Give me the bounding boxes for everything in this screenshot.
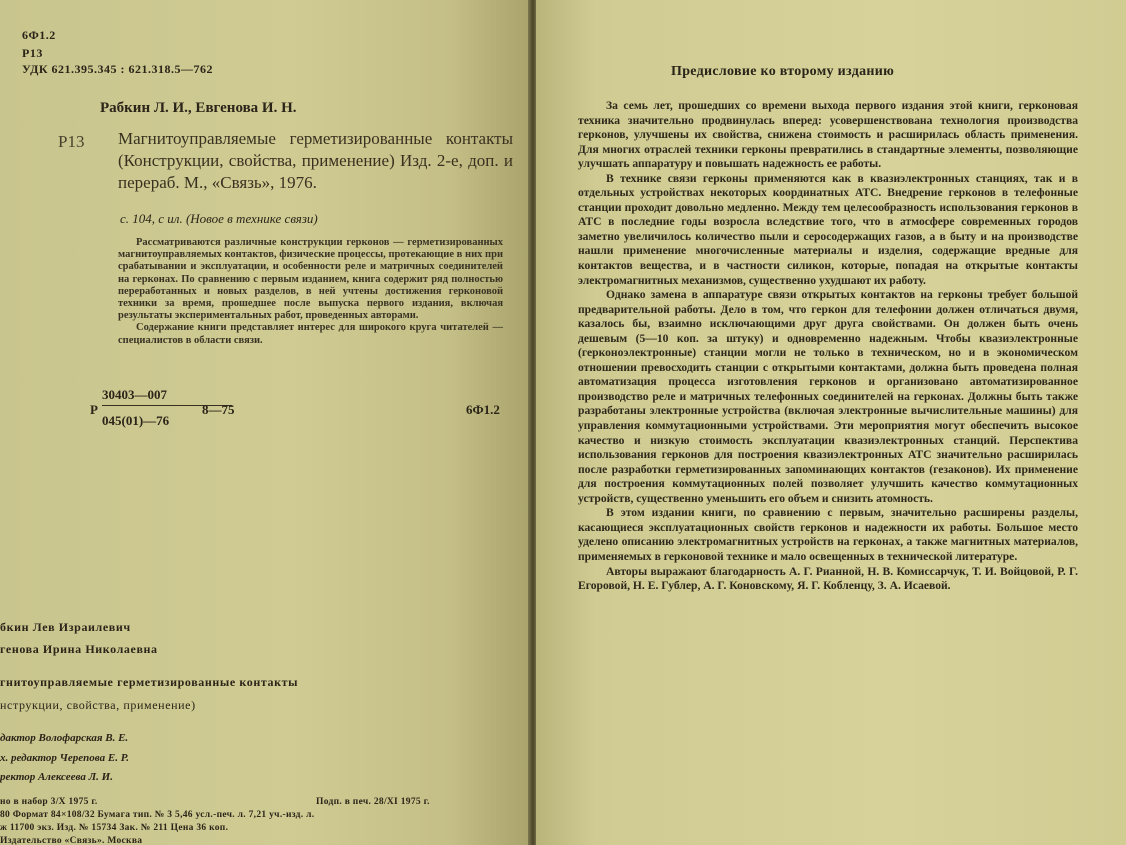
fraction-bar — [102, 405, 182, 406]
imprint-typeset-date: но в набор 3/X 1975 г. — [0, 797, 98, 807]
imprint-order: ж 11700 экз. Изд. № 15734 Зак. № 211 Цена 36 коп. — [0, 823, 229, 833]
imprint-subtitle: нструкции, свойства, применение) — [0, 698, 196, 712]
bbk-denominator: 045(01)—76 — [102, 413, 170, 428]
imprint-title: гнитоуправляемые герметизированные контакты — [0, 675, 299, 689]
preface-body — [578, 99, 1078, 594]
imprint-editor: дактор Волофарская В. Е. — [0, 732, 129, 744]
annotation-paragraph: Содержание книги представляет интерес для широкого круга читателей — специалистов в области связи. — [118, 322, 503, 346]
bbk-prefix: Р — [90, 402, 98, 417]
book-title-entry: Магнитоуправляемые герметизированные контакты (Конструкции, свойства, применение) Изд. 2-е, доп. и перераб. М., «Связь», 1976. — [118, 129, 513, 192]
bbk-numerator: 30403—007 — [102, 387, 167, 402]
imprint-author-1: бкин Лев Израилевич — [0, 620, 131, 634]
preface-paragraph: В этом издании книги, по сравнению с первым, значительно расширены разделы, касающиеся эксплуатационных свойств герконов и надежности их работы. Большое место уделено описанию электромагнитных устройств на герконах, а также магнитных материалов, применяемых в герконовой технике и мало освещенных в технической литературе. — [578, 506, 1078, 563]
preface-paragraph: Авторы выражают благодарность А. Г. Рианной, Н. В. Комиссарчук, Т. И. Войцовой, Р. Г. Егоровой, Н. Е. Гублер, А. Г. Коновскому, Я. Г. Кобленцу, З. А. Исаевой. — [578, 564, 1078, 593]
imprint-publisher: Издательство «Связь». Москва — [0, 836, 143, 845]
imprint-author-2: генова Ирина Николаевна — [0, 642, 158, 656]
imprint-corrector: ректор Алексеева Л. И. — [0, 771, 113, 783]
imprint-print-date: Подп. в печ. 28/XI 1975 г. — [316, 797, 430, 807]
authors-line: Рабкин Л. И., Евгенова И. Н. — [100, 100, 297, 116]
left-page — [0, 0, 530, 845]
bbk-right-code: 6Ф1.2 — [466, 402, 500, 417]
catalog-index: Р13 — [58, 132, 85, 151]
classification-code: 6Ф1.2 — [22, 28, 56, 42]
classification-index: Р13 — [22, 46, 43, 60]
imprint-tech-editor: х. редактор Черепова Е. Р. — [0, 752, 130, 764]
preface-paragraph: В технике связи герконы применяются как в квазиэлектронных станциях, так и в отдельных устройствах некоторых координатных АТС. Внедрение герконов в телефонные станции проходит довольно медленно. Между тем целесообразность использования герконов в АТС в последние годы возросла вследствие того, что в атмосфере современных городов заметно увеличилось количество пыли и серосодержащих газов, а в быту и на производстве нашли применение многочисленные материалы и изделия, содержащие вредные для контактов вещества, и в частности силикон, которые, попадая на открытые контакты электромагнитных механизмов, существенно ухудшают их работу. — [578, 171, 1078, 287]
pages-series: с. 104, с ил. (Новое в технике связи) — [120, 211, 318, 226]
page-heading: Предисловие ко второму изданию — [671, 64, 895, 79]
annotation-paragraph: Рассматриваются различные конструкции герконов — герметизированных магнитоуправляемых контактов, физические процессы, протекающие в них при срабатывании и эксплуатации, и особенности реле и матричных соединителей на герконах. По сравнению с первым изданием, книга содержит ряд полностью переработанных и новых разделов, в ней учтены достижения герконовой техники за время, прошедшее после выпуска первого издания, включая результаты экспериментальных работ, проведенных авторами. — [118, 237, 503, 322]
preface-paragraph: За семь лет, прошедших со времени выхода первого издания этой книги, герконовая техника значительно продвинулась вперед: усовершенствована технология производства герконов, улучшены их свойства, снижена стоимость и расширилась область применения. Для многих отраслей техники герконы превратились в стандартные элементы, позволяющие улучшать аппаратуру и повышать надежность ее работы. — [578, 99, 1078, 171]
right-page — [536, 0, 1126, 845]
annotation — [118, 237, 503, 347]
imprint-format: 80 Формат 84×108/32 Бумага тип. № 3 5,46 усл.-печ. л. 7,21 уч.-изд. л. — [0, 810, 315, 820]
bbk-suffix: 8—75 — [202, 402, 235, 417]
udk-code: УДК 621.395.345 : 621.318.5—762 — [22, 62, 214, 76]
preface-paragraph: Однако замена в аппаратуре связи открытых контактов на герконы требует большой предварительной работы. Дело в том, что геркон для телефонии должен отличаться двумя, казалось бы, взаимно исключающими друг друга свойствами. Он должен быть очень дешевым (5—10 коп. за штуку) и одновременно надежным. Чтобы квазиэлектронные (герконоэлектронные) станции могли не только в техническом, но и в экономическом отношении превосходить станции с открытыми контактами, должна быть проведена полная автоматизация процесса изготовления герконов и организовано автоматизированное производство реле и матричных телефонных соединителей на герконах. Должны быть также разработаны электронные устройства (включая электронные вычислительные машины) для управления коммутационными устройствами. Эти мероприятия могут обеспечить высокое качество и низкую стоимость эксплуатации квазиэлектронных станций. Перспектива использования герконов для построения квазиэлектронных АТС значительно расширилась после разработки герметизированных запоминающих контактов (гезаконов). Их применение для построения коммутационных полей позволяет улучшить качество коммутационных устройств, существенно уменьшить его объем и снизить атомность. — [578, 288, 1078, 505]
